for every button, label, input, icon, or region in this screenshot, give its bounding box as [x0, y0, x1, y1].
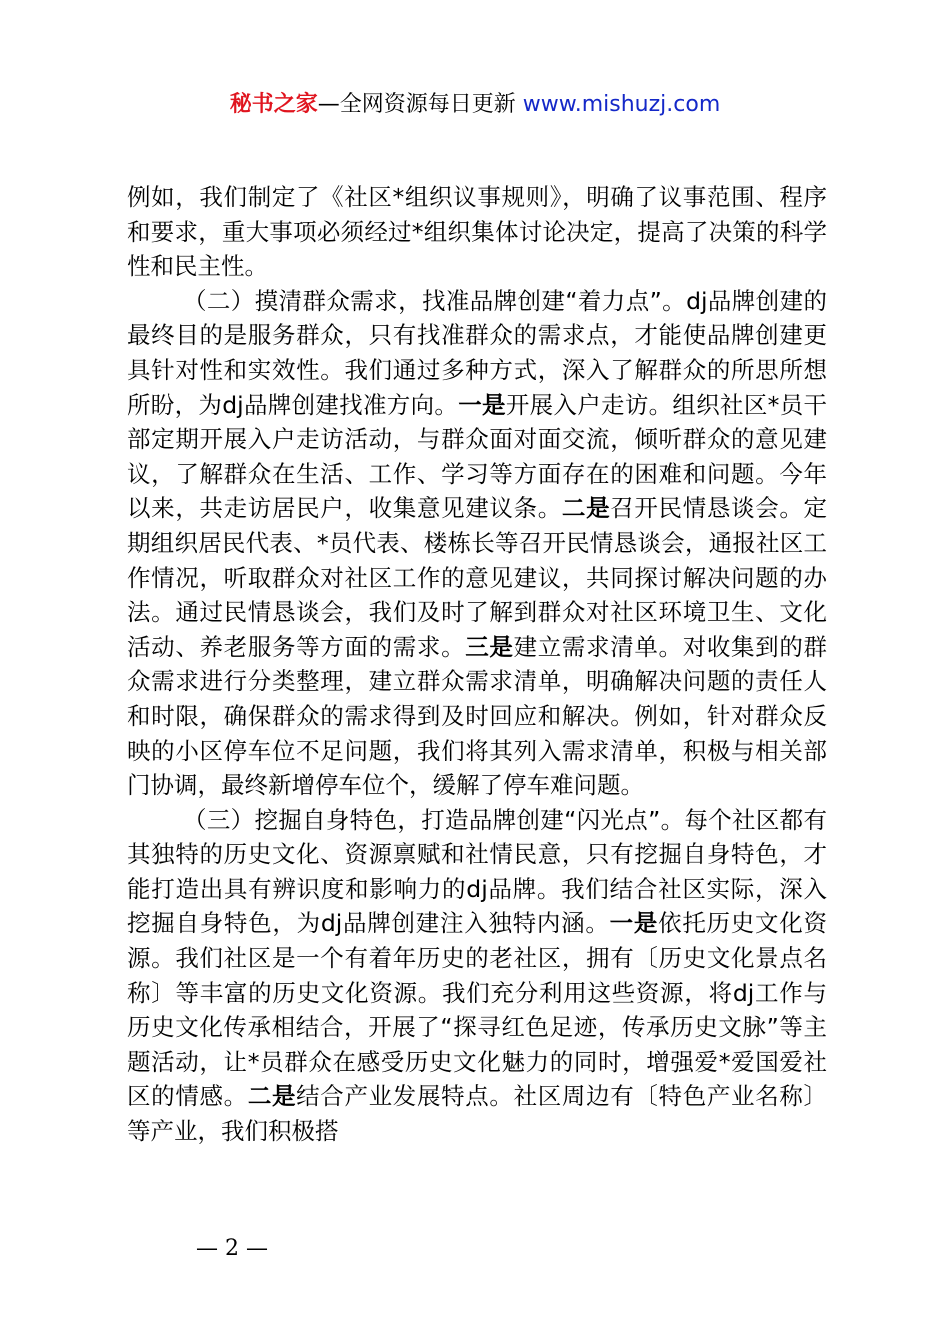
section-3-marker-2: 二是	[247, 1082, 297, 1111]
paragraph-section-3	[127, 803, 827, 1149]
page-number: — 2 —	[196, 1236, 268, 1261]
section-3-intro: （三）挖掘自身特色，打造品牌创建“闪光点”。每个社区都有其独特的历史文化、资源禀赋和社情民意，只有挖掘自身特色，才能打造出具有辨识度和影响力的dj品牌。我们结合社区实际，深入挖掘自身特色，为dj品牌创建注入独特内涵。	[127, 805, 827, 938]
paragraph-continuation: 例如，我们制定了《社区*组织议事规则》，明确了议事范围、程序和要求，重大事项必须经过*组织集体讨论决定，提高了决策的科学性和民主性。	[127, 183, 827, 281]
section-3-marker-1: 一是	[609, 909, 659, 938]
section-2-text-3: 建立需求清单。对收集到的群众需求进行分类整理，建立群众需求清单，明确解决问题的责任人和时限，确保群众的需求得到及时回应和解决。例如，针对群众反映的小区停车位不足问题，我们将其列入需求清单，积极与相关部门协调，最终新增停车位个，缓解了停车难问题。	[127, 632, 828, 800]
section-2-marker-2: 二是	[561, 494, 611, 523]
site-slogan: —全网资源每日更新	[317, 92, 516, 117]
section-3-text-2: 结合产业发展特点。社区周边有〔特色产业名称〕等产业，我们积极搭	[127, 1082, 828, 1146]
section-2-text-1: 开展入户走访。组织社区*员干部定期开展入户走访活动，与群众面对面交流，倾听群众的意见建议，了解群众在生活、工作、学习等方面存在的困难和问题。今年以来，共走访居民户，收集意见建议条。	[127, 390, 828, 523]
paragraph-section-2	[127, 284, 827, 803]
section-3-text-1: 依托历史文化资源。我们社区是一个有着年历史的老社区，拥有〔历史文化景点名称〕等丰富的历史文化资源。我们充分利用这些资源，将dj工作与历史文化传承相结合，开展了“探寻红色足迹，传承历史文脉”等主题活动，让*员群众在感受历史文化魅力的同时，增强爱*爱国爱社区的情感。	[127, 909, 827, 1111]
section-2-marker-1: 一是	[458, 390, 506, 419]
site-url-link[interactable]: www.mishuzj.com	[522, 92, 721, 117]
section-2-text-2: 召开民情恳谈会。定期组织居民代表、*员代表、楼栋长等召开民情恳谈会，通报社区工作情况，听取群众对社区工作的意见建议，共同探讨解决问题的办法。通过民情恳谈会，我们及时了解到群众对社区环境卫生、文化活动、养老服务等方面的需求。	[127, 494, 828, 661]
site-brand: 秘书之家	[229, 92, 318, 117]
document-body	[127, 180, 827, 1149]
section-2-intro: （二）摸清群众需求，找准品牌创建“着力点”。dj品牌创建的最终目的是服务群众，只有找准群众的需求点，才能使品牌创建更具针对性和实效性。我们通过多种方式，深入了解群众的所思所想所盼，为dj品牌创建找准方向。	[127, 286, 827, 419]
site-header	[0, 88, 950, 122]
section-2-marker-3: 三是	[465, 632, 514, 661]
